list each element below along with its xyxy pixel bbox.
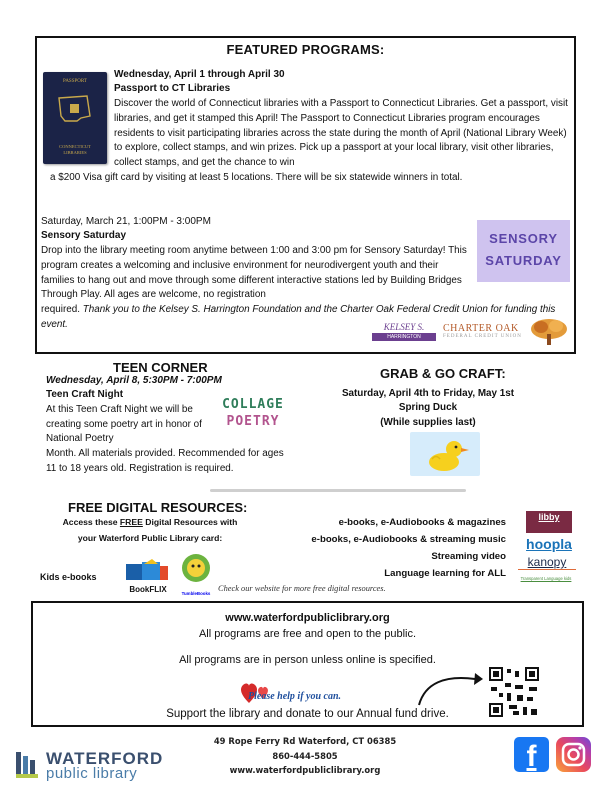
teen-event-date: Wednesday, April 8, 5:30PM - 7:00PM <box>46 375 222 386</box>
passport-program-description: Discover the world of Connecticut libraries with a Passport to Connecticut Libraries. Get a passport, visit libraries, and get it stamped this April! The Passport to Connecticut Libraries program encourages residents to visit participating libraries across the state during the month of April (National Library Week) to explore, collect stamps, and win prizes. Pick up a passport at your local library, visit other libraries, collect stamps, and get the chance to win <box>114 98 568 169</box>
digital-resources-title: FREE DIGITAL RESOURCES: <box>68 500 248 515</box>
passport-cover-subtitle <box>43 144 107 156</box>
grab-and-go-note: (While supplies last) <box>380 417 476 428</box>
instagram-icon[interactable] <box>556 737 591 772</box>
bookflix-label: BookFLIX <box>129 585 167 594</box>
tumblebooks-label: TumbleBooks <box>181 591 211 596</box>
kelsey-harrington-logo <box>372 323 436 345</box>
library-info-box <box>31 601 584 727</box>
sensory-badge-line-1: SENSORY <box>489 231 558 246</box>
instagram-glyph <box>556 737 591 772</box>
resource-language-description: Language learning for ALL <box>384 568 506 579</box>
library-address: 49 Rope Ferry Rd Waterford, CT 06385 <box>213 736 397 746</box>
transparent-language-logo-link[interactable]: Transparent Language kids <box>520 576 572 581</box>
sensory-registration-note: required. <box>41 304 83 315</box>
kanopy-logo-link[interactable]: kanopy <box>518 554 576 570</box>
charter-oak-logo-line-1: CHARTER OAK <box>443 323 519 334</box>
duck-icon <box>410 432 480 476</box>
passport-book-image <box>43 72 107 164</box>
section-divider <box>210 489 466 492</box>
tumblebooks-link[interactable] <box>176 552 216 596</box>
grab-and-go-title: GRAB & GO CRAFT: <box>380 366 506 381</box>
logo-public-library-text: public library <box>46 765 138 782</box>
passport-program-name: Passport to CT Libraries <box>114 83 231 94</box>
collage-art-line-2: POETRY <box>226 414 280 429</box>
programs-free-note: All programs are free and open to the public. <box>198 628 417 640</box>
passport-program-description-end: a $200 Visa gift card by visiting at least 5 locations. There will be six statewide winners in total. <box>50 172 463 183</box>
charter-oak-logo-line-2: FEDERAL CREDIT UNION <box>443 334 522 339</box>
please-help-text: Please help if you can. <box>248 691 342 702</box>
digital-resources-subtitle <box>50 517 250 527</box>
bookflix-icon <box>122 558 174 584</box>
library-website-link[interactable]: www.waterfordpubliclibrary.org <box>225 612 390 624</box>
programs-in-person-note: All programs are in person unless online is specified. <box>179 654 436 666</box>
sensory-badge-line-2: SATURDAY <box>485 253 562 268</box>
featured-programs-box <box>35 36 576 354</box>
digital-sub-post: Digital Resources with <box>142 517 238 527</box>
logo-waterford-text: WATERFORD <box>46 749 164 768</box>
resource-kanopy-description: Streaming video <box>431 551 506 562</box>
teen-corner-title: TEEN CORNER <box>113 360 208 375</box>
sensory-program-date: Saturday, March 21, 1:00PM - 3:00PM <box>41 216 211 227</box>
check-website-note: Check our website for more free digital resources. <box>218 584 386 593</box>
facebook-icon[interactable]: f <box>514 737 549 772</box>
collage-poetry-art <box>208 396 298 434</box>
library-phone: 860-444-5805 <box>272 751 338 761</box>
hoopla-logo-link[interactable]: hoopla <box>526 536 572 552</box>
digital-sub-free: FREE <box>119 517 143 527</box>
collage-art-line-1: COLLAGE <box>222 397 284 412</box>
tumblebooks-icon <box>176 552 216 586</box>
libby-logo-link[interactable]: libby <box>526 511 572 533</box>
teen-event-description: At this Teen Craft Night we will be creating some poetry art in honor of National Poetry <box>46 404 202 445</box>
resource-libby-description: e-books, e-Audiobooks & magazines <box>338 517 506 528</box>
teen-event-name: Teen Craft Night <box>46 389 124 400</box>
grab-and-go-dates: Saturday, April 4th to Friday, May 1st <box>341 388 515 399</box>
waterford-library-logo <box>16 749 186 781</box>
connecticut-map-icon <box>57 94 93 124</box>
spring-duck-image <box>410 432 480 476</box>
digital-resources-subtitle-line-2: your Waterford Public Library card: <box>77 533 223 543</box>
arrow-to-qr-icon <box>415 669 485 709</box>
sensory-sponsor-thanks: Thank you to the Kelsey S. Harrington Foundation and the Charter Oak Federal Credit Union for funding this event. <box>41 304 556 330</box>
passport-cover-title: PASSPORT <box>63 79 87 84</box>
passport-cover-line-2: LIBRARIES <box>63 150 87 155</box>
kelsey-logo-line-1: KELSEY S. <box>383 322 425 332</box>
library-logo-bars-icon <box>16 752 40 778</box>
digital-sub-pre: Access these <box>62 517 120 527</box>
bookflix-link[interactable] <box>122 558 174 594</box>
kelsey-logo-line-2: HARRINGTON <box>372 333 436 341</box>
sensory-program-name: Sensory Saturday <box>41 230 127 241</box>
charter-oak-logo <box>443 323 527 343</box>
passport-cover-line-1: CONNECTICUT <box>59 144 91 149</box>
sensory-saturday-badge <box>477 220 570 282</box>
featured-programs-title: FEATURED PROGRAMS: <box>226 42 385 57</box>
passport-program-date: Wednesday, April 1 through April 30 <box>114 69 285 80</box>
kids-ebooks-label: Kids e-books <box>40 572 97 582</box>
footer-website-link[interactable]: www.waterfordpubliclibrary.org <box>229 765 381 775</box>
sensory-program-description: Drop into the library meeting room anytime between 1:00 and 3:00 pm for Sensory Saturday! This program creates a welcoming and inclusive environment for neurodivergent youth and their families to hang out and move through some different interactive stations led by Building Bridges Through Play. All ages are welcome, no registration <box>41 245 467 301</box>
resource-hoopla-description: e-books, e-Audiobooks & streaming music <box>311 534 506 545</box>
teen-event-description-end: Month. All materials provided. Recommended for ages 11 to 18 years old. Registration is required. <box>46 448 284 474</box>
grab-and-go-item: Spring Duck <box>398 402 458 413</box>
oak-tree-icon <box>529 318 569 346</box>
donate-fund-drive-note: Support the library and donate to our Annual fund drive. <box>166 708 449 720</box>
